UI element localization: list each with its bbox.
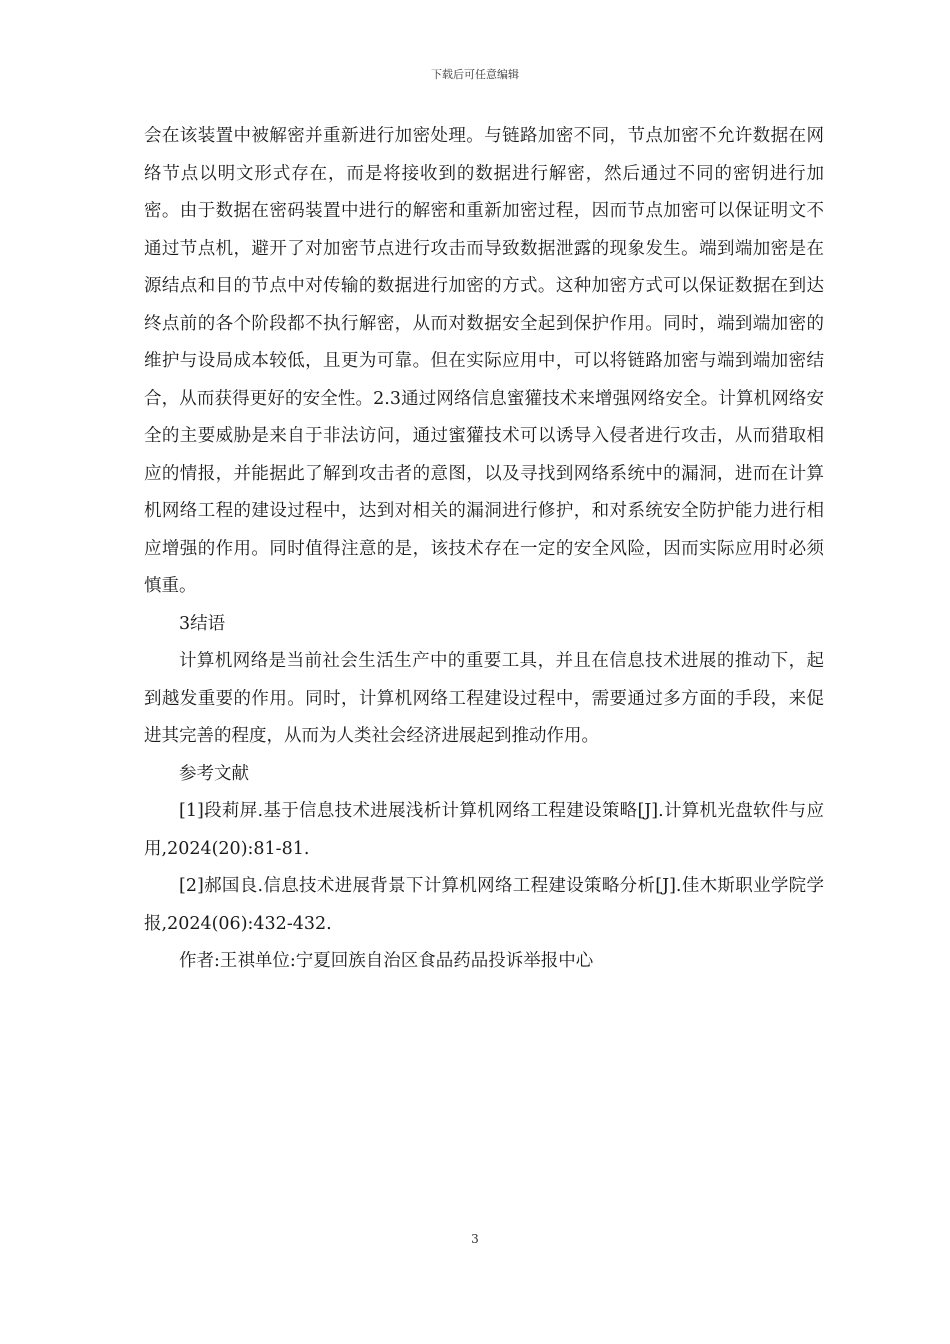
conclusion-heading: 3结语 [179, 613, 226, 634]
document-body [144, 118, 824, 981]
page-header-note: 下载后可任意编辑 [431, 68, 519, 81]
references-heading: 参考文献 [179, 763, 249, 784]
reference-item-2: [2]郝国良.信息技术进展背景下计算机网络工程建设策略分析[J].佳木斯职业学院学报,2024(06):432-432. [144, 876, 824, 934]
reference-item-1: [1]段莉屏.基于信息技术进展浅析计算机网络工程建设策略[J].计算机光盘软件与应用,2024(20):81-81. [144, 801, 824, 859]
body-paragraph-continued: 会在该装置中被解密并重新进行加密处理。与链路加密不同，节点加密不允许数据在网络节点以明文形式存在，而是将接收到的数据进行解密，然后通过不同的密钥进行加密。由于数据在密码装置中进行的解密和重新加密过程，因而节点加密可以保证明文不通过节点机，避开了对加密节点进行攻击而导致数据泄露的现象发生。端到端加密是在源结点和目的节点中对传输的数据进行加密的方式。这种加密方式可以保证数据在到达终点前的各个阶段都不执行解密，从而对数据安全起到保护作用。同时，端到端加密的维护与设局成本较低，且更为可靠。但在实际应用中，可以将链路加密与端到端加密结合，从而获得更好的安全性。2.3通过网络信息蜜獾技术来增强网络安全。计算机网络安全的主要威胁是来自于非法访问，通过蜜獾技术可以诱导入侵者进行攻击，从而猎取相应的情报，并能据此了解到攻击者的意图，以及寻找到网络系统中的漏洞，进而在计算机网络工程的建设过程中，达到对相关的漏洞进行修护，和对系统安全防护能力进行相应增强的作用。同时值得注意的是，该技术存在一定的安全风险，因而实际应用时必须慎重。 [144, 126, 824, 596]
page-number: 3 [471, 1232, 479, 1246]
author-line: 作者:王祺单位:宁夏回族自治区食品药品投诉举报中心 [179, 951, 594, 971]
conclusion-paragraph: 计算机网络是当前社会生活生产中的重要工具，并且在信息技术进展的推动下，起到越发重要的作用。同时，计算机网络工程建设过程中，需要通过多方面的手段，来促进其完善的程度，从而为人类社会经济进展起到推动作用。 [144, 651, 824, 746]
